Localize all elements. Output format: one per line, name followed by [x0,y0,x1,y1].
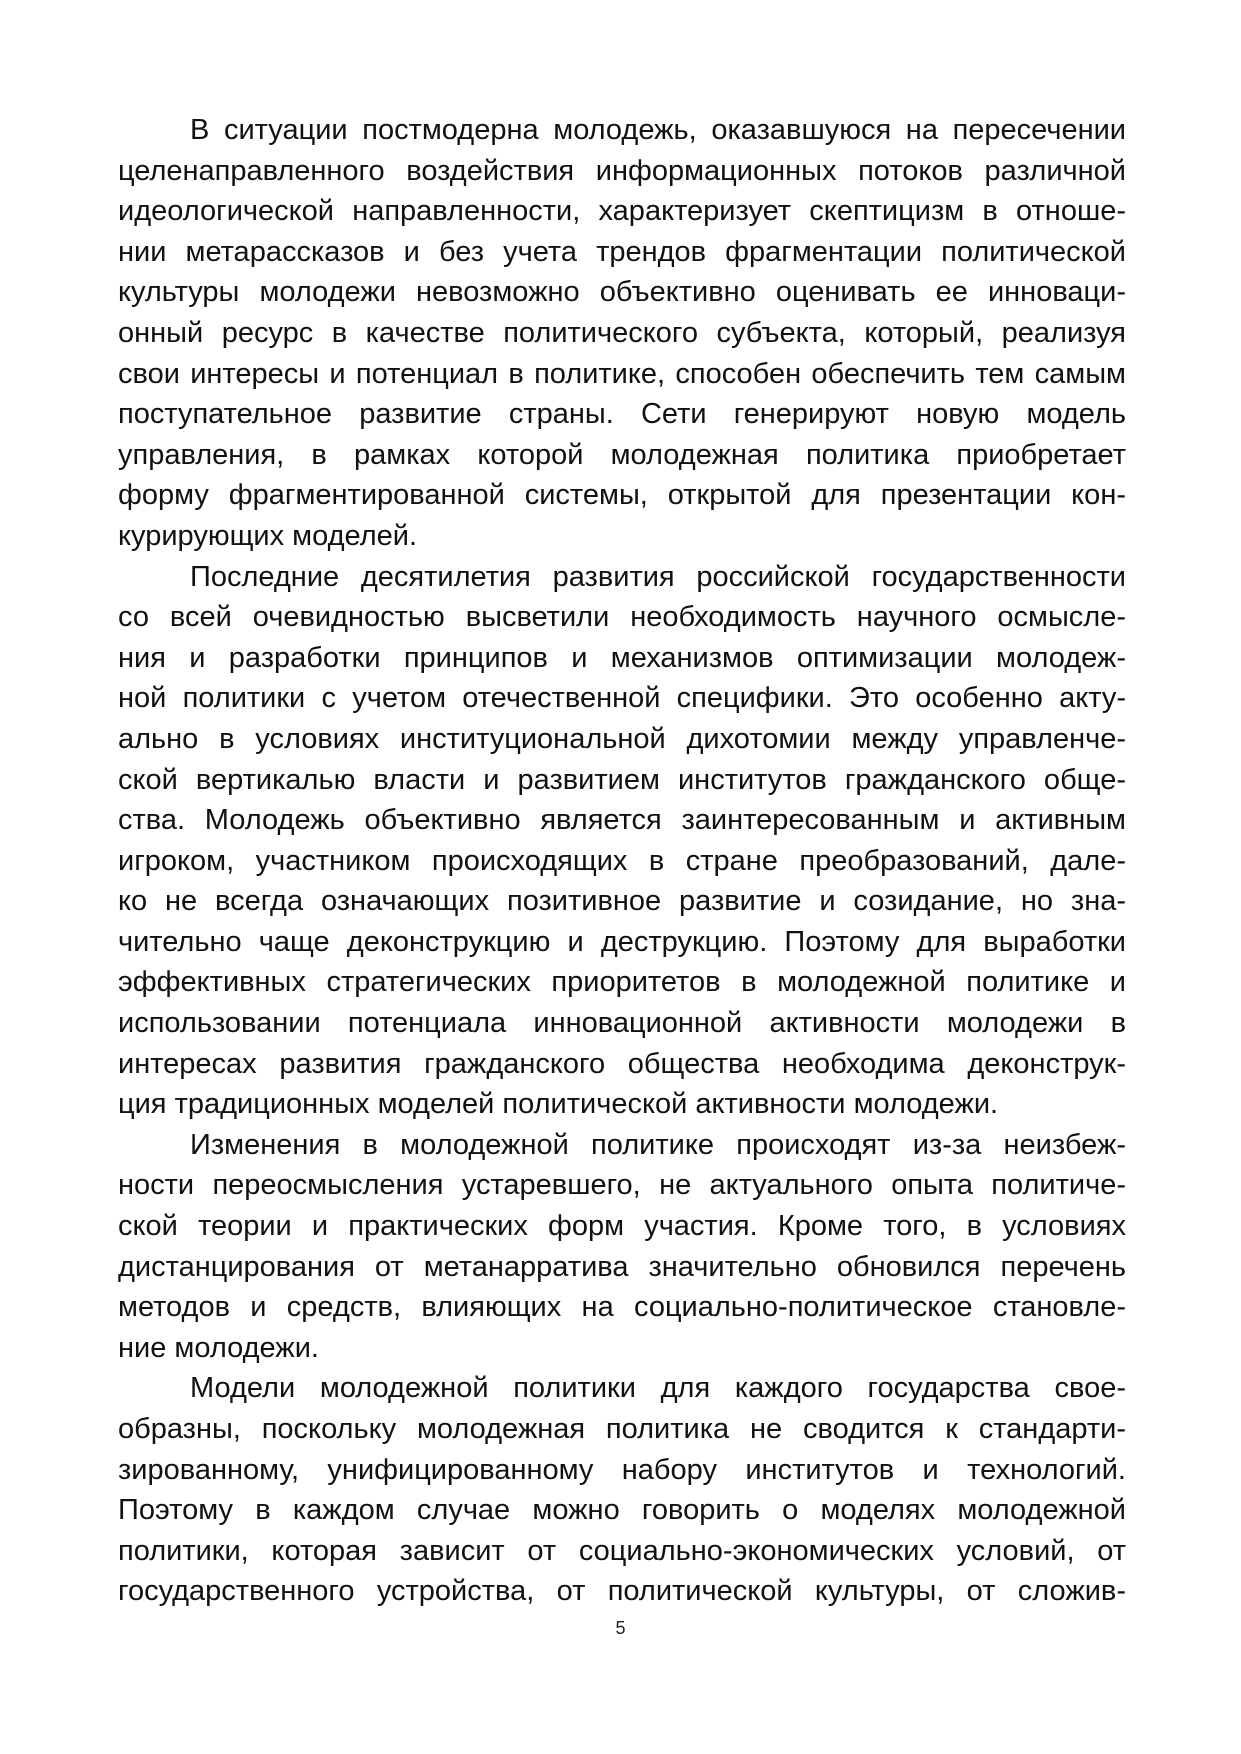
text-line: ской вертикалью власти и развитием институтов гражданского обще- [118,763,1126,796]
text-line: методов и средств, влияющих на социально-политическое становле- [118,1291,1126,1324]
text-line: управления, в рамках которой молодежная политика приобретает [118,438,1126,471]
text-line: Поэтому в каждом случае можно говорить о моделях молодежной [118,1494,1126,1527]
text-line: Последние десятилетия развития российской государственности [190,560,1126,593]
text-line: курирующих моделей. [118,519,418,552]
text-line: онный ресурс в качестве политического субъекта, который, реализуя [118,316,1126,349]
text-line: игроком, участником происходящих в стране преобразований, дале- [118,844,1126,877]
text-line: политики, которая зависит от социально-экономических условий, от [118,1534,1126,1567]
text-line: ко не всегда означающих позитивное развитие и созидание, но зна- [118,885,1126,918]
text-line: ния и разработки принципов и механизмов оптимизации молодеж- [118,641,1126,674]
text-line: культуры молодежи невозможно объективно оценивать ее инноваци- [118,276,1126,309]
text-line: использовании потенциала инновационной активности молодежи в [118,1007,1126,1040]
text-line: чительно чаще деконструкцию и деструкцию. Поэтому для выработки [118,925,1126,958]
text-line: поступательное развитие страны. Сети генерируют новую модель [118,398,1126,431]
text-line: ности переосмысления устаревшего, не актуального опыта политиче- [118,1169,1126,1202]
text-line: интересах развития гражданского общества необходима деконструк- [118,1047,1126,1080]
text-line: со всей очевидностью высветили необходимость научного осмысле- [118,601,1126,634]
text-line: ской теории и практических форм участия. Кроме того, в условиях [118,1210,1126,1243]
text-line: образны, поскольку молодежная политика не сводится к стандарти- [118,1413,1126,1445]
text-line: ние молодежи. [118,1331,319,1364]
text-line: зированному, унифицированному набору институтов и технологий. [118,1453,1126,1486]
text-line: ства. Молодежь объективно является заинтересованным и активным [118,804,1126,837]
text-line: дистанцирования от метанарратива значительно обновился перечень [118,1250,1126,1283]
text-line: нии метарассказов и без учета трендов фрагментации политической [118,235,1126,268]
text-line: ной политики с учетом отечественной специфики. Это особенно акту- [118,682,1126,715]
text-line: Модели молодежной политики для каждого государства свое- [190,1372,1126,1405]
page-number: 5 [615,1618,626,1638]
text-line: эффективных стратегических приоритетов в молодежной политике и [118,966,1126,999]
text-line: форму фрагментированной системы, открытой для презентации кон- [118,479,1126,512]
body-text [118,110,1126,1612]
text-line: государственного устройства, от политической культуры, от сложив- [118,1575,1126,1608]
text-line: ально в условиях институциональной дихотомии между управленче- [118,722,1126,755]
text-line: целенаправленного воздействия информационных потоков различной [118,154,1126,187]
text-line: идеологической направленности, характеризует скептицизм в отноше- [118,195,1126,228]
text-line: В ситуации постмодерна молодежь, оказавшуюся на пересечении [190,114,1126,146]
text-line: ция традиционных моделей политической активности молодежи. [118,1088,999,1121]
text-line: Изменения в молодежной политике происходят из-за неизбеж- [190,1128,1126,1161]
text-line: свои интересы и потенциал в политике, способен обеспечить тем самым [118,357,1126,390]
